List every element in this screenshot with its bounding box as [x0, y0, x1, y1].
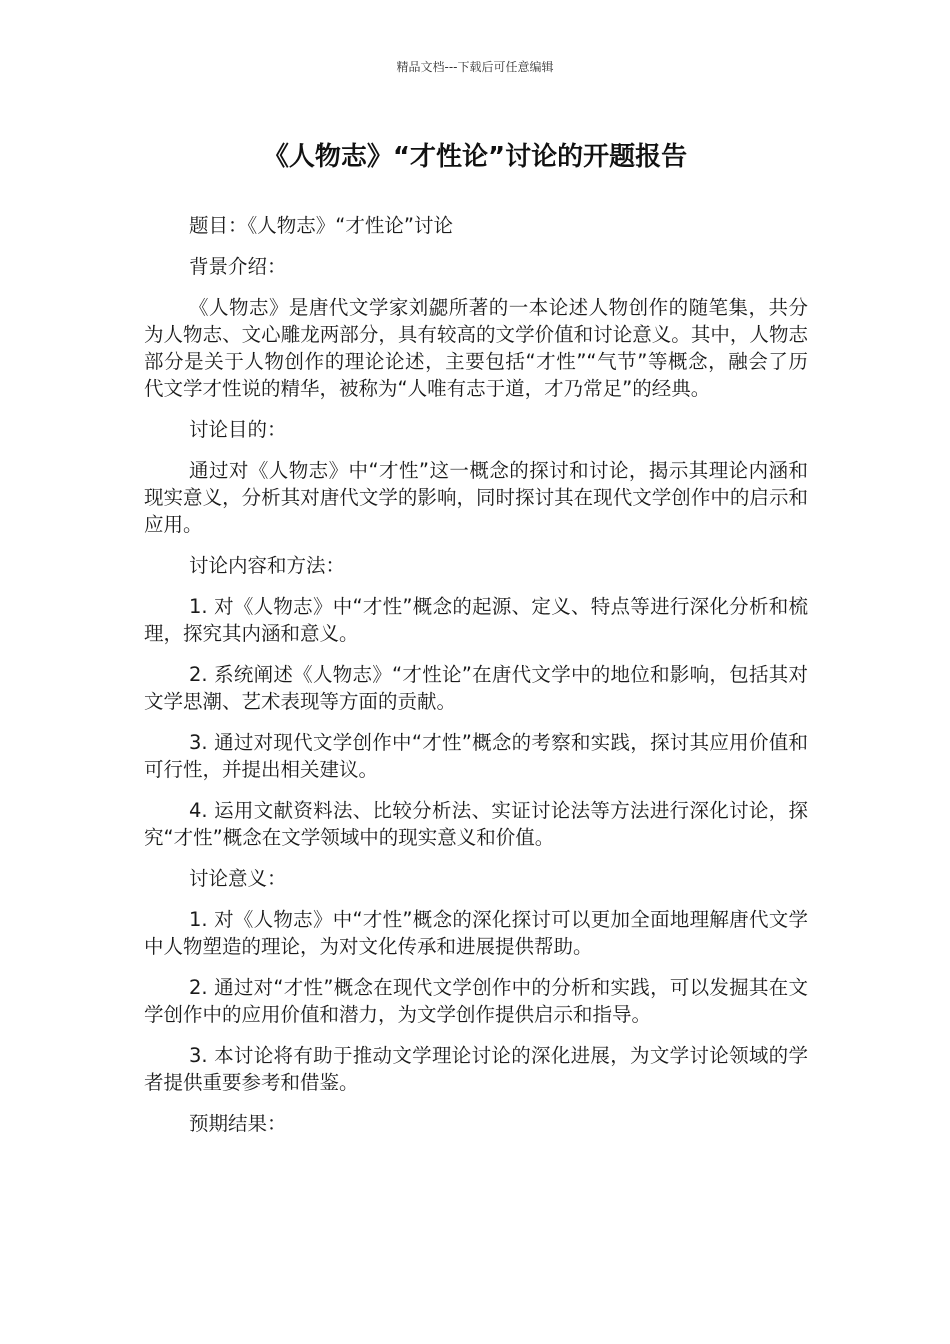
- significance-item-1: 1. 对《人物志》中“才性”概念的深化探讨可以更加全面地理解唐代文学中人物塑造的理论，为对文化传承和进展提供帮助。: [144, 908, 808, 958]
- content-item-3: 3. 通过对现代文学创作中“才性”概念的考察和实践，探讨其应用价值和可行性，并提出相关建议。: [144, 731, 808, 781]
- content-item-4: 4. 运用文献资料法、比较分析法、实证讨论法等方法进行深化讨论，探究“才性”概念在文学领域中的现实意义和价值。: [144, 799, 808, 849]
- section-heading-purpose: 讨论目的：: [189, 418, 287, 441]
- content-item-2: 2. 系统阐述《人物志》“才性论”在唐代文学中的地位和影响，包括其对文学思潮、艺术表现等方面的贡献。: [144, 663, 808, 713]
- section-heading-expected-results: 预期结果：: [189, 1112, 287, 1135]
- section-heading-background: 背景介绍：: [189, 255, 287, 278]
- significance-item-3: 3. 本讨论将有助于推动文学理论讨论的深化进展，为文学讨论领域的学者提供重要参考和借鉴。: [144, 1044, 808, 1094]
- document-body: [144, 212, 808, 1151]
- purpose-paragraph: 通过对《人物志》中“才性”这一概念的探讨和讨论，揭示其理论内涵和现实意义，分析其对唐代文学的影响，同时探讨其在现代文学创作中的启示和应用。: [144, 459, 808, 536]
- document-title: 《人物志》“才性论”讨论的开题报告: [262, 142, 688, 172]
- header-note: 精品文档---下载后可任意编辑: [396, 60, 554, 74]
- content-item-1: 1. 对《人物志》中“才性”概念的起源、定义、特点等进行深化分析和梳理，探究其内涵和意义。: [144, 595, 808, 645]
- background-paragraph: 《人物志》是唐代文学家刘勰所著的一本论述人物创作的随笔集，共分为人物志、文心雕龙两部分，具有较高的文学价值和讨论意义。其中，人物志部分是关于人物创作的理论论述，主要包括“才性”“气节”等概念，融会了历代文学才性说的精华，被称为“人唯有志于道，才乃常足”的经典。: [144, 296, 808, 400]
- section-heading-content-methods: 讨论内容和方法：: [189, 554, 346, 577]
- section-heading-significance: 讨论意义：: [189, 867, 287, 890]
- significance-item-2: 2. 通过对“才性”概念在现代文学创作中的分析和实践，可以发掘其在文学创作中的应用价值和潜力，为文学创作提供启示和指导。: [144, 976, 808, 1026]
- topic-line: 题目：《人物志》“才性论”讨论: [189, 214, 453, 237]
